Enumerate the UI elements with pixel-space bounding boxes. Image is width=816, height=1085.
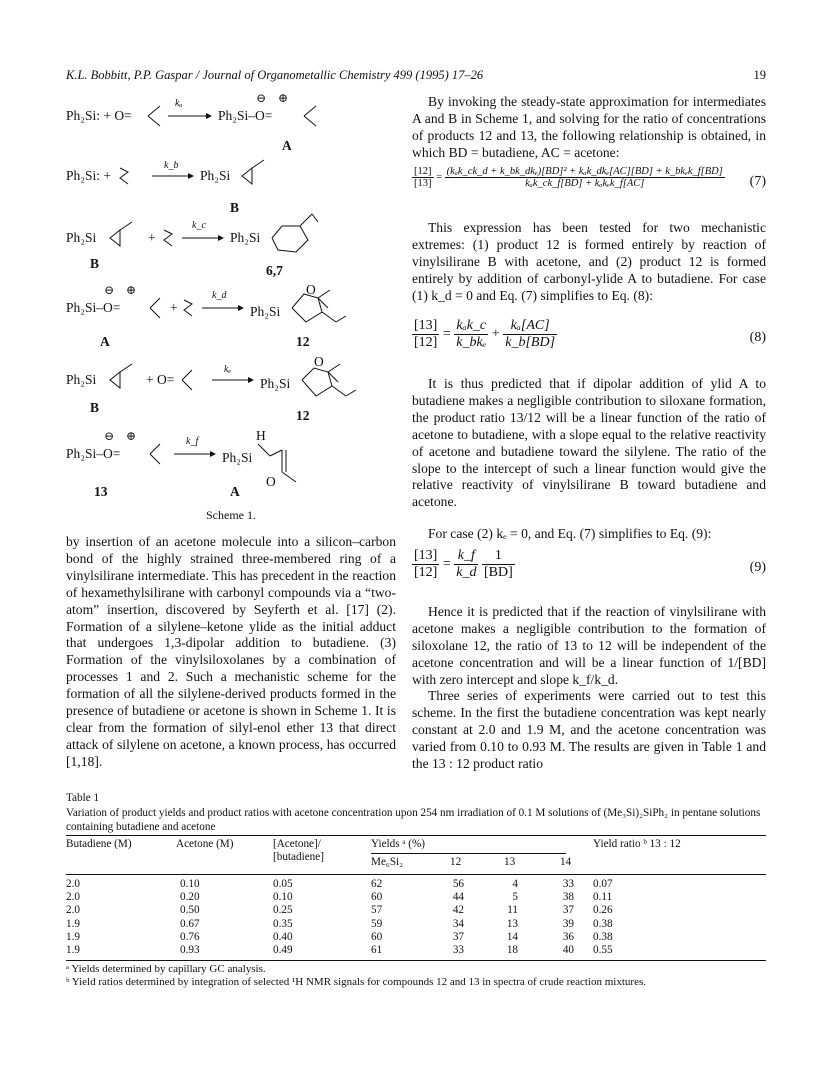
th-c13: 13: [504, 856, 516, 868]
right-paragraph-5: Hence it is predicted that if the reaction of vinylsilirane with acetone makes a negligible contribution to the formation of siloxolane 12, the ratio of 13 to 12 will be independent of the acetone concentration and will be a linear function of 1/[BD] with zero intercept and slope k_f/k_d.: [412, 604, 766, 687]
table-cell: 37: [452, 930, 464, 943]
table-row: [66, 891, 766, 904]
r6-minus: ⊖: [104, 429, 115, 443]
table-rule-header: [66, 874, 766, 875]
scheme-caption: Scheme 1.: [206, 508, 256, 522]
table-cell: 2.0: [66, 904, 80, 917]
table-cell: 0.05: [273, 878, 293, 890]
r6-lhs: Ph₂Si–O=: [66, 446, 121, 461]
table-row: [66, 944, 766, 957]
eq9-t1-d: k_d: [456, 565, 477, 580]
table-cell: 1.9: [66, 917, 80, 930]
eq8-lhs-n: [13]: [414, 318, 438, 333]
r1-rhs: Ph₂Si–O=: [218, 108, 273, 123]
table-cell: 56: [452, 878, 464, 890]
table-cell: 2.0: [66, 878, 80, 890]
th-me6si2: Me₆Si₂: [371, 856, 404, 868]
left-column: [66, 534, 396, 771]
right-paragraph-4: For case (2) kₑ = 0, and Eq. (7) simplifies to Eq. (9):: [428, 526, 712, 541]
r5-label-l: B: [90, 400, 100, 415]
r2-rhs: Ph₂Si: [200, 168, 231, 183]
eq9-lhs-d: [12]: [414, 565, 438, 580]
r6-label-l: A: [230, 484, 240, 499]
r5-lhs: Ph₂Si: [66, 372, 97, 387]
table-label: Table 1: [66, 792, 100, 804]
r4-plusc: ⊕: [126, 283, 137, 297]
table-cell: 0.35: [273, 917, 293, 930]
r6-label-r: 13: [94, 484, 108, 499]
eq8-t1-d: k_bkₑ: [456, 335, 487, 350]
r1-plus: ⊕: [278, 91, 289, 105]
table-cell: 0.10: [180, 878, 200, 890]
table-cell: 36: [562, 930, 574, 943]
r3-k: k_c: [192, 220, 206, 231]
table-cell: 0.10: [273, 891, 293, 904]
eq7-rhs-n: (kₐk_ck_d + k_bk_dkₑ)[BD]² + kₐk_dkₑ[AC][BD] + k_bkₑk_f[BD]: [446, 166, 723, 177]
running-title: K.L. Bobbitt, P.P. Gaspar / Journal of Organometallic Chemistry 499 (1995) 17–26: [66, 68, 484, 82]
table-cell: 62: [371, 878, 383, 890]
r1-minus: ⊖: [256, 91, 267, 105]
table-row: [66, 878, 766, 891]
table-cell: 13: [506, 917, 518, 930]
eq8-t2-d: k_b[BD]: [505, 335, 556, 350]
table-cell: 0.38: [593, 930, 613, 943]
r4-label-l: A: [100, 334, 110, 349]
eq9-t1-n: k_f: [454, 548, 478, 565]
r6-o: O: [266, 474, 276, 489]
scheme-1: [60, 90, 400, 530]
table-cell: 0.25: [273, 904, 293, 917]
table-cell: 11: [507, 904, 518, 917]
left-paragraph: by insertion of an acetone molecule into a silicon–carbon bond of the highly strained three-membered ring of a vinylsilirane intermediate. This has precedent in the reaction of hexamethylsilirane with carbonyl compounds via a “two-atom” insertion, discovered by Seyferth et al. [17] (2). Formation of a silylene–ketone ylide as the initial adduct that undergoes 1,3-dipolar addition to butadiene. (3) Formation of the vinylsiloxolanes by a combination of processes 1 and 2. Such a mechanistic scheme for the formation of all the silylene-derived products formed in the presence of butadiene or acetone is shown in Scheme 1. It is clear from the formation of silyl-enol ether 13 that direct attack of silylene on acetone, a known process, has occurred [1,18].: [66, 534, 396, 769]
r6-k: k_f: [186, 436, 199, 447]
th-yields: Yields ᵃ (%): [371, 838, 426, 850]
table-cell: 0.55: [593, 944, 613, 956]
r4-plus: +: [170, 300, 178, 315]
table-cell: 33: [562, 878, 574, 890]
table-cell: 42: [452, 904, 464, 917]
equation-8: $\frac{[13]}{[12]}$ = $\frac{\text{kₐk\_c}}{\text{k\_bkₑ}}$ + $\frac{\text{kₐ[AC]}}{k\_b[BD]}$ (8): [414, 318, 766, 350]
eq7-lhs-n: [12]: [414, 166, 432, 177]
r3-rhs: Ph₂Si: [230, 230, 261, 245]
table-rule-bottom: [66, 960, 766, 961]
table-cell: 1.9: [66, 944, 80, 956]
table-rule-top: [66, 835, 766, 836]
table-cell: 0.50: [180, 904, 200, 917]
table-cell: 34: [452, 917, 464, 930]
r4-lhs: Ph₂Si–O=: [66, 300, 121, 315]
table-cell: 5: [512, 891, 518, 904]
table-cell: 0.93: [180, 944, 200, 956]
th-butadiene: Butadiene (M): [66, 838, 132, 850]
r1-lhs: Ph₂Si: + O=: [66, 108, 132, 123]
r1-k: kₐ: [175, 98, 183, 109]
table-body: [66, 878, 766, 958]
table-cell: 0.76: [180, 930, 200, 943]
eq8-t1-n: kₐk_c: [454, 318, 488, 335]
table-cell: 2.0: [66, 891, 80, 904]
running-header: [66, 68, 766, 83]
r5-plus: + O=: [146, 372, 175, 387]
table-cell: 0.49: [273, 944, 293, 956]
table-cell: 60: [371, 891, 383, 904]
eq7-lhs-d: [13]: [414, 178, 432, 189]
table-cell: 0.07: [593, 878, 613, 890]
eq9-number: (9): [749, 560, 766, 575]
r5-label-r: 12: [296, 408, 310, 423]
table-row: [66, 904, 766, 917]
r1-label: A: [282, 138, 292, 153]
eq8-t2-n: kₐ[AC]: [503, 318, 557, 335]
r2-label: B: [230, 200, 240, 215]
table-cell: 60: [371, 930, 383, 943]
r3-plus: +: [148, 230, 156, 245]
table-cell: 40: [562, 944, 574, 956]
equation-9: $\frac{[13]}{[12]}$ = $\frac{k\_f}{k\_d}$ $\frac{1}{[BD]}$ (9): [414, 548, 766, 580]
table-cell: 38: [562, 891, 574, 904]
right-paragraph-6: Three series of experiments were carried out to test this scheme. In the first the butadiene concentration was kept nearly constant at 2.0 and 1.9 M, and the acetone concentration was varied from 0.10 to 0.93 M. The results are given in Table 1 and the 13 : 12 product ratio: [412, 688, 766, 771]
eq9-t2-d: [BD]: [483, 565, 513, 580]
equation-7: $\frac{[12]}{[13]}$ = $\frac{\text{(kₐk\_ck\_d + k\_bk\_dkₑ)[BD]² + kₐk\_dkₑ[AC][BD] + k\_bkₑk\_f[BD]}}{\text{kₐk\_ck\_f[BD] + kₐkₑk\_f[AC]}}$ (7): [414, 166, 766, 189]
eq8-number: (8): [749, 330, 766, 345]
eq9-lhs-n: [13]: [414, 548, 438, 563]
r5-k: kₑ: [224, 364, 232, 375]
r5-o: O: [314, 354, 324, 369]
table-cell: 18: [506, 944, 518, 956]
eq8-lhs-d: [12]: [414, 335, 438, 350]
footnote-a: ᵃ Yields determined by capillary GC analysis.: [66, 963, 266, 975]
r2-lhs: Ph₂Si: +: [66, 168, 111, 183]
r3-label-r: 6,7: [266, 263, 283, 278]
r3-label-l: B: [90, 256, 100, 271]
table-cell: 39: [562, 917, 574, 930]
table-header: [66, 838, 766, 878]
right-paragraph-2: This expression has been tested for two mechanistic extremes: (1) product 12 is formed entirely by reaction of vinylsilirane B with acetone, and (2) product 12 is formed entirely by addition of carbonyl-ylide A to butadiene. For case (1) k_d = 0 and Eq. (7) simplifies to Eq. (8):: [412, 220, 766, 303]
eq9-t2-n: 1: [482, 548, 515, 565]
table-cell: 1.9: [66, 930, 80, 943]
table-cell: 0.20: [180, 891, 200, 904]
table-cell: 14: [506, 930, 518, 943]
table-subrule: [371, 853, 566, 854]
r5-rhs: Ph₂Si: [260, 376, 291, 391]
r4-o: O: [306, 282, 316, 297]
table-row: [66, 931, 766, 944]
r6-h: H: [256, 428, 266, 443]
table-cell: 0.26: [593, 904, 613, 917]
r6-plus: ⊕: [126, 429, 137, 443]
th-c12: 12: [450, 856, 462, 868]
th-c14: 14: [560, 856, 572, 868]
table-cell: 59: [371, 917, 383, 930]
right-paragraph-3: It is thus predicted that if dipolar addition of ylid A to butadiene makes a negligible contribution to siloxane formation, the product ratio 13/12 will be a linear function of the ratio of acetone to butadiene, with a slope equal to the relative reactivity of acetone and butadiene toward the silylene. The ratio of the slope to the intercept of such a linear function would give the relative reactivity of vinylsilirane B toward butadiene and acetone.: [412, 376, 766, 510]
table-cell: 61: [371, 944, 383, 956]
footnote-b: ᵇ Yield ratios determined by integration of selected ¹H NMR signals for compounds 12 and 13 in spectra of crude reaction mixtures.: [66, 976, 646, 988]
table-cell: 33: [452, 944, 464, 956]
r4-label-r: 12: [296, 334, 310, 349]
table-cell: 4: [512, 878, 518, 890]
th-ratio-bot: [butadiene]: [273, 851, 324, 863]
table-cell: 57: [371, 904, 383, 917]
r2-k: k_b: [164, 160, 179, 171]
table-cell: 0.11: [593, 891, 613, 904]
right-paragraph-1: By invoking the steady-state approximation for intermediates A and B in Scheme 1, and solving for the ratio of concentrations of products 12 and 13, the following relationship is obtained, in which BD = butadiene, AC = acetone:: [412, 94, 766, 160]
r4-rhs: Ph₂Si: [250, 304, 281, 319]
table-cell: 37: [562, 904, 574, 917]
table-cell: 44: [452, 891, 464, 904]
table-row: [66, 918, 766, 931]
r3-lhs: Ph₂Si: [66, 230, 97, 245]
th-ratio-top: [Acetone]/: [273, 838, 321, 850]
page-number: 19: [753, 68, 766, 82]
th-acetone: Acetone (M): [176, 838, 234, 850]
table-cell: 0.67: [180, 917, 200, 930]
r4-minus: ⊖: [104, 283, 115, 297]
r4-k: k_d: [212, 290, 227, 301]
th-yield-ratio: Yield ratio ᵇ 13 : 12: [593, 838, 681, 850]
table-cell: 0.38: [593, 917, 613, 930]
table-cell: 0.40: [273, 930, 293, 943]
eq7-number: (7): [749, 174, 766, 189]
table-caption: Variation of product yields and product ratios with acetone concentration upon 254 nm irradiation of 0.1 M solutions of (Me₃Si)₂SiPh₂ in pentane solutions containing butadiene and acetone: [66, 807, 761, 833]
r6-rhs: Ph₂Si: [222, 450, 253, 465]
eq7-rhs-d: kₐk_ck_f[BD] + kₐkₑk_f[AC]: [525, 178, 645, 189]
